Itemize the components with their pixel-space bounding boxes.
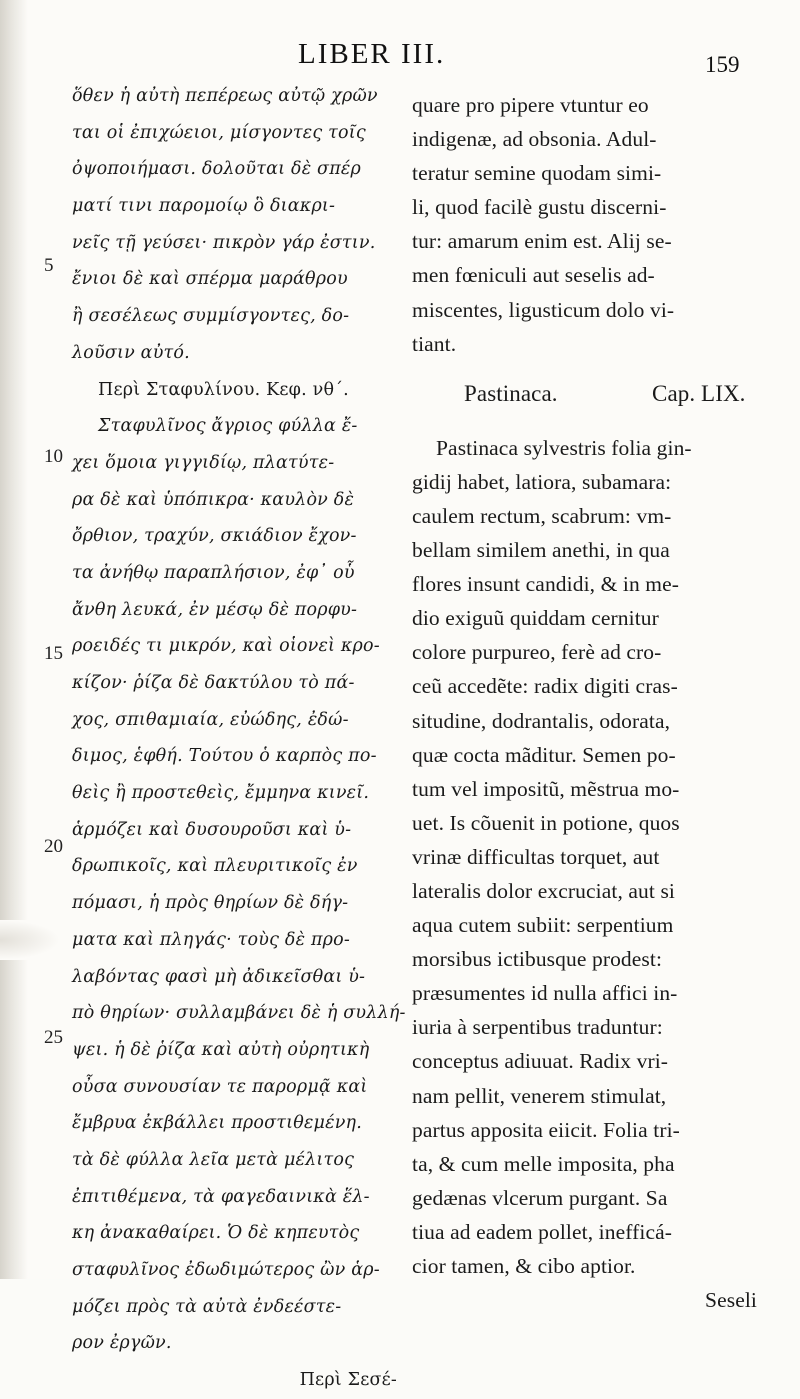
latin-line: lateralis dolor excruciat, aut si (412, 878, 675, 903)
latin-line: teratur semine quodam simi- (412, 161, 662, 186)
latin-line: tiant. (412, 331, 457, 356)
greek-line: ὄρθιον, τραχύν, σκιάδιον ἔχον- (72, 526, 357, 547)
greek-line: λαβόντας φασὶ μὴ ἀδικεῖσθαι ὑ- (72, 966, 366, 987)
greek-line: ἔμβρυα ἐκβάλλει προστιθεμένη. (72, 1113, 362, 1134)
greek-line: τα ἀνήθῳ παραπλήσιον, ἐφ᾽ οὗ (72, 562, 355, 583)
latin-line: ta, & cum melle imposita, pha (412, 1151, 675, 1176)
greek-line: λοῦσιν αὐτό. (72, 342, 190, 363)
greek-line: ρον ἐργῶν. (72, 1333, 172, 1354)
greek-line: ἢ σεσέλεως συμμίσγοντες, δο- (72, 306, 350, 327)
greek-line: χει ὅμοια γιγγιδίῳ, πλατύτε- (72, 452, 335, 473)
greek-line: οὖσα συνουσίαν τε παρορμᾷ καὶ (72, 1076, 368, 1097)
latin-line: tum vel impositũ, mẽstrua mo- (412, 776, 680, 801)
greek-catchword: Περὶ Σεσέ- (299, 1370, 397, 1391)
latin-line: indigenæ, ad obsonia. Adul- (412, 127, 657, 152)
latin-line: uet. Is cõuenit in potione, quos (412, 810, 680, 835)
paper-stain (0, 920, 60, 960)
page-edge-shadow (0, 0, 28, 1279)
chapter-title: Pastinaca. (464, 380, 558, 406)
latin-line: iuria à serpentibus traduntur: (412, 1015, 663, 1040)
greek-line: ἔνιοι δὲ καὶ σπέρμα μαράθρου (72, 269, 348, 290)
greek-line: ρα δὲ καὶ ὑπόπικρα· καυλὸν δὲ (72, 489, 355, 510)
latin-line: gedænas vlcerum purgant. Sa (412, 1185, 668, 1210)
latin-line: li, quod facilè gustu discerni- (412, 195, 667, 220)
greek-line: Σταφυλῖνος ἄγριος φύλλα ἔ- (98, 416, 358, 437)
latin-text-column (412, 88, 757, 1317)
greek-chapter-heading: Περὶ Σταφυλίνου. Κεφ. νθ΄. (98, 379, 349, 400)
latin-line: miscentes, ligusticum dolo vi- (412, 297, 675, 322)
latin-line: gidij habet, latiora, subamara: (412, 469, 672, 494)
latin-line: quare pro pipere vtuntur eo (412, 93, 649, 117)
greek-line: τὰ δὲ φύλλα λεῖα μετὰ μέλιτος (72, 1149, 355, 1170)
greek-line: θεὶς ἢ προστεθεὶς, ἔμμηνα κινεῖ. (72, 783, 370, 804)
greek-line: σταφυλῖνος ἐδωδιμώτερος ὢν ἁρ- (72, 1260, 380, 1280)
greek-line: ἁρμόζει καὶ δυσουροῦσι καὶ ὑ- (72, 819, 352, 840)
greek-line: ματί τινι παρομοίῳ ὃ διακρι- (72, 196, 336, 217)
greek-line: χος, σπιθαμιαία, εὐώδης, ἐδώ- (72, 709, 349, 730)
greek-line: ἄνθη λευκά, ἐν μέσῳ δὲ πορφυ- (72, 599, 358, 620)
greek-line: ἐπιτιθέμενα, τὰ φαγεδαινικὰ ἕλ- (72, 1186, 370, 1207)
latin-line: vrinæ difficultas torquet, aut (412, 844, 660, 869)
latin-line: situdine, dodrantalis, odorata, (412, 708, 671, 733)
latin-line: nam pellit, venerem stimulat, (412, 1083, 667, 1108)
greek-line: ὅθεν ἡ αὐτὴ πεπέρεως αὐτῷ χρῶν (72, 86, 378, 106)
greek-line: δρωπικοῖς, καὶ πλευριτικοῖς ἐν (72, 856, 358, 877)
greek-line: κη ἀνακαθαίρει. Ὁ δὲ κηπευτὸς (72, 1223, 360, 1244)
margin-line-number: 15 (44, 643, 63, 664)
running-header: LIBER III. (298, 38, 446, 70)
latin-line: caulem rectum, scabrum: vm- (412, 503, 672, 528)
latin-line: partus apposita eiicit. Folia tri- (412, 1117, 680, 1142)
greek-line: διμος, ἑφθή. Τούτου ὁ καρπὸς πο- (72, 746, 377, 767)
latin-line: tur: amarum enim est. Alij se- (412, 229, 672, 254)
greek-line: ψει. ἡ δὲ ῥίζα καὶ αὐτὴ οὐρητικὴ (72, 1039, 370, 1060)
latin-line: ceũ accedẽte: radix digiti cras- (412, 674, 678, 699)
greek-line: ματα καὶ πληγάς· τοὺς δὲ προ- (72, 929, 350, 950)
greek-line: μόζει πρὸς τὰ αὐτὰ ἐνδεέστε- (72, 1296, 342, 1317)
latin-line: aqua cutem subiit: serpentium (412, 913, 674, 938)
greek-line: κίζον· ῥίζα δὲ δακτύλου τὸ πά- (72, 673, 355, 693)
latin-chapter-heading (412, 361, 757, 413)
greek-line: ται οἱ ἐπιχώειοι, μίσγοντες τοῖς (72, 122, 366, 143)
latin-line: flores insunt candidi, & in me- (412, 572, 680, 597)
latin-line: men fœniculi aut seselis ad- (412, 263, 655, 288)
margin-line-number: 25 (44, 1027, 63, 1048)
latin-line: bellam similem anethi, in qua (412, 538, 670, 563)
latin-line: dio exiguũ quiddam cernitur (412, 606, 659, 631)
latin-line: cior tamen, & cibo aptior. (412, 1254, 636, 1278)
latin-catchword: Seseli (705, 1288, 757, 1313)
latin-line: morsibus ictibusque prodest: (412, 947, 663, 972)
latin-line: conceptus adiuuat. Radix vri- (412, 1049, 669, 1074)
margin-line-number: 20 (44, 836, 63, 857)
margin-line-number: 5 (44, 255, 54, 276)
greek-line: νεῖς τῇ γεύσει· πικρὸν γάρ ἐστιν. (72, 232, 376, 253)
greek-text-column (72, 78, 406, 1399)
chapter-number: Cap. LIX. (652, 380, 746, 406)
page-number: 159 (705, 52, 740, 77)
latin-line: præsumentes id nulla affici in- (412, 981, 678, 1006)
greek-line: πόμασι, ἡ πρὸς θηρίων δὲ δήγ- (72, 893, 349, 914)
latin-line: quæ cocta mãditur. Semen po- (412, 742, 676, 767)
greek-line: ροειδές τι μικρόν, καὶ οἱονεὶ κρο- (72, 636, 380, 657)
greek-line: πὸ θηρίων· συλλαμβάνει δὲ ἡ συλλή- (72, 1003, 406, 1024)
greek-line: ὀψοποιήμασι. δολοῦται δὲ σπέρ (72, 159, 361, 180)
latin-line: tiua ad eadem pollet, inefficá- (412, 1219, 672, 1244)
latin-line: Pastinaca sylvestris folia gin- (436, 435, 692, 460)
margin-line-number: 10 (44, 446, 63, 467)
latin-line: colore purpureo, ferè ad cro- (412, 640, 662, 665)
